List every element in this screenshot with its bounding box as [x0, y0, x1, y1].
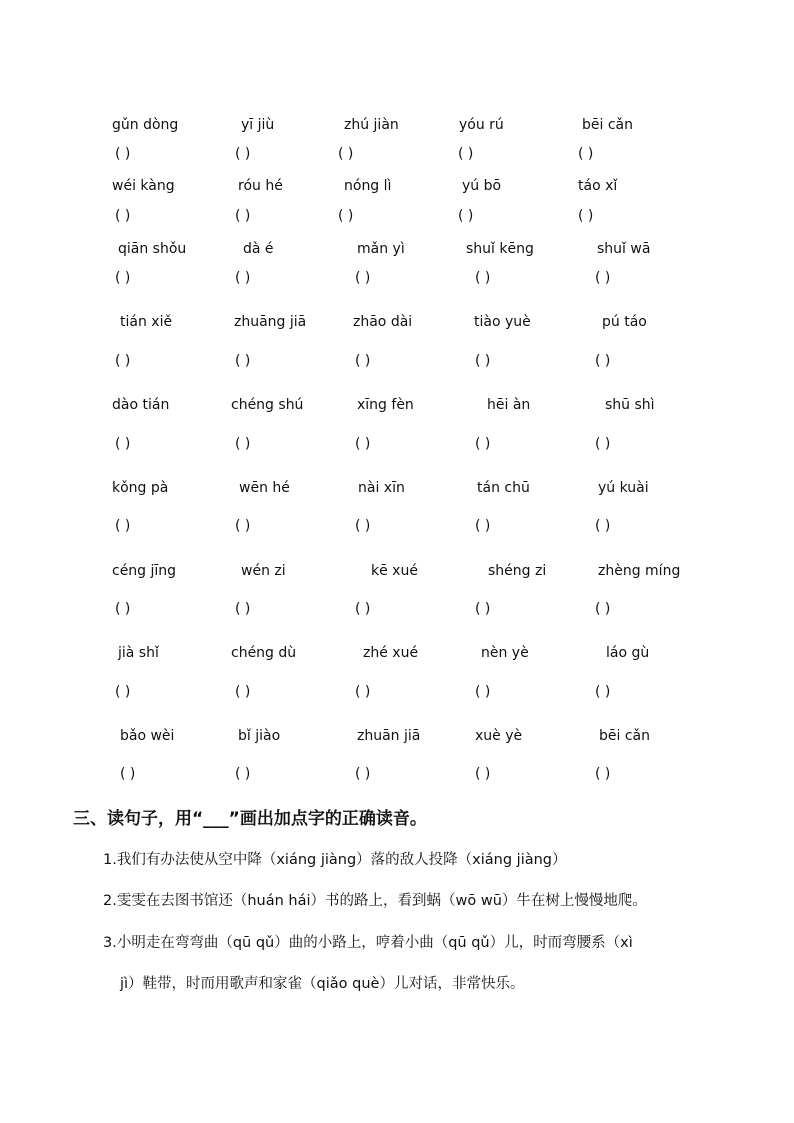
sentence-3-continued: jì）鞋带，时而用歌声和家雀（qiǎo què）儿对话，非常快乐。 — [120, 976, 525, 992]
answer-blank[interactable]: ( ) — [475, 270, 491, 286]
pinyin-cell: zhèng míng — [598, 563, 681, 579]
answer-blank[interactable]: ( ) — [338, 208, 354, 224]
answer-blank[interactable]: ( ) — [578, 146, 594, 162]
answer-blank[interactable]: ( ) — [475, 353, 491, 369]
answer-blank[interactable]: ( ) — [235, 518, 251, 534]
pinyin-cell: wén zi — [241, 563, 286, 579]
answer-blank[interactable]: ( ) — [355, 766, 371, 782]
pinyin-cell: nài xīn — [358, 480, 405, 496]
pinyin-cell: zhú jiàn — [344, 117, 399, 133]
answer-blank[interactable]: ( ) — [115, 146, 131, 162]
pinyin-cell: céng jīng — [112, 563, 177, 579]
answer-blank[interactable]: ( ) — [475, 601, 491, 617]
pinyin-cell: gǔn dòng — [112, 117, 179, 133]
pinyin-cell: bǎo wèi — [120, 728, 175, 744]
pinyin-cell: bǐ jiào — [238, 728, 281, 744]
answer-blank[interactable]: ( ) — [235, 270, 251, 286]
answer-blank[interactable]: ( ) — [115, 601, 131, 617]
pinyin-cell: shuǐ kēng — [466, 241, 534, 257]
answer-blank[interactable]: ( ) — [355, 601, 371, 617]
answer-blank[interactable]: ( ) — [355, 518, 371, 534]
pinyin-cell: tiào yuè — [474, 314, 531, 330]
answer-blank[interactable]: ( ) — [355, 436, 371, 452]
answer-blank[interactable]: ( ) — [355, 270, 371, 286]
pinyin-cell: chéng dù — [231, 645, 297, 661]
answer-blank[interactable]: ( ) — [235, 684, 251, 700]
answer-blank[interactable]: ( ) — [235, 353, 251, 369]
pinyin-cell: bēi cǎn — [582, 117, 633, 133]
answer-blank[interactable]: ( ) — [595, 270, 611, 286]
pinyin-cell: yóu rú — [459, 117, 504, 133]
pinyin-cell: dà é — [243, 241, 274, 257]
sentence-1: 1.我们有办法使从空中降（xiáng jiàng）落的敌人投降（xiáng jiàng） — [103, 852, 567, 868]
answer-blank[interactable]: ( ) — [355, 353, 371, 369]
pinyin-cell: kē xué — [371, 563, 418, 579]
pinyin-cell: pú táo — [602, 314, 647, 330]
pinyin-cell: yú kuài — [598, 480, 649, 496]
answer-blank[interactable]: ( ) — [115, 270, 131, 286]
pinyin-cell: xīng fèn — [357, 397, 414, 413]
pinyin-cell: shuǐ wā — [597, 241, 651, 257]
pinyin-cell: shū shì — [605, 397, 655, 413]
pinyin-cell: láo gù — [606, 645, 650, 661]
sentence-3: 3.小明走在弯弯曲（qū qǔ）曲的小路上，哼着小曲（qū qǔ）儿，时而弯腰系（xì — [103, 935, 633, 951]
answer-blank[interactable]: ( ) — [338, 146, 354, 162]
answer-blank[interactable]: ( ) — [235, 146, 251, 162]
pinyin-cell: róu hé — [238, 178, 283, 194]
pinyin-cell: shéng zi — [488, 563, 547, 579]
answer-blank[interactable]: ( ) — [595, 353, 611, 369]
pinyin-cell: mǎn yì — [357, 241, 405, 257]
section-three-title: 三、读句子，用“___”画出加点字的正确读音。 — [73, 809, 427, 829]
pinyin-cell: tián xiě — [120, 314, 173, 330]
answer-blank[interactable]: ( ) — [235, 208, 251, 224]
answer-blank[interactable]: ( ) — [595, 601, 611, 617]
answer-blank[interactable]: ( ) — [120, 766, 136, 782]
answer-blank[interactable]: ( ) — [475, 436, 491, 452]
answer-blank[interactable]: ( ) — [578, 208, 594, 224]
answer-blank[interactable]: ( ) — [235, 601, 251, 617]
pinyin-cell: dào tián — [112, 397, 170, 413]
pinyin-cell: yī jiù — [241, 117, 275, 133]
pinyin-cell: nóng lì — [344, 178, 392, 194]
answer-blank[interactable]: ( ) — [115, 518, 131, 534]
pinyin-cell: zhuān jiā — [357, 728, 421, 744]
answer-blank[interactable]: ( ) — [595, 436, 611, 452]
answer-blank[interactable]: ( ) — [115, 208, 131, 224]
answer-blank[interactable]: ( ) — [355, 684, 371, 700]
pinyin-cell: táo xǐ — [578, 178, 618, 194]
answer-blank[interactable]: ( ) — [458, 208, 474, 224]
pinyin-cell: xuè yè — [475, 728, 523, 744]
answer-blank[interactable]: ( ) — [235, 436, 251, 452]
pinyin-cell: chéng shú — [231, 397, 304, 413]
pinyin-cell: nèn yè — [481, 645, 529, 661]
answer-blank[interactable]: ( ) — [115, 684, 131, 700]
pinyin-cell: yú bō — [462, 178, 502, 194]
answer-blank[interactable]: ( ) — [115, 353, 131, 369]
answer-blank[interactable]: ( ) — [475, 518, 491, 534]
pinyin-cell: wéi kàng — [112, 178, 175, 194]
answer-blank[interactable]: ( ) — [115, 436, 131, 452]
answer-blank[interactable]: ( ) — [595, 684, 611, 700]
answer-blank[interactable]: ( ) — [595, 766, 611, 782]
pinyin-cell: qiān shǒu — [118, 241, 187, 257]
pinyin-cell: jià shǐ — [118, 645, 159, 661]
answer-blank[interactable]: ( ) — [235, 766, 251, 782]
pinyin-cell: zhé xué — [363, 645, 419, 661]
answer-blank[interactable]: ( ) — [475, 766, 491, 782]
pinyin-cell: kǒng pà — [112, 480, 169, 496]
pinyin-cell: zhāo dài — [353, 314, 413, 330]
pinyin-cell: zhuāng jiā — [234, 314, 307, 330]
pinyin-cell: wēn hé — [239, 480, 290, 496]
answer-blank[interactable]: ( ) — [595, 518, 611, 534]
pinyin-cell: hēi àn — [487, 397, 531, 413]
pinyin-cell: bēi cǎn — [599, 728, 650, 744]
sentence-2: 2.雯雯在去图书馆还（huán hái）书的路上，看到蜗（wō wū）牛在树上慢慢地爬。 — [103, 893, 647, 909]
answer-blank[interactable]: ( ) — [475, 684, 491, 700]
answer-blank[interactable]: ( ) — [458, 146, 474, 162]
pinyin-cell: tán chū — [477, 480, 530, 496]
